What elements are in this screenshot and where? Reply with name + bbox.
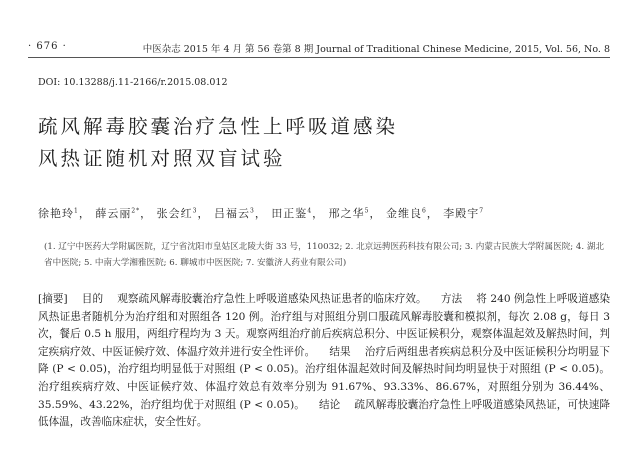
abstract [38,291,610,432]
title-line-1: 疏风解毒胶囊治疗急性上呼吸道感染 [38,115,399,138]
author: 张会红$^3$ [156,207,198,220]
journal-running-header: 中医杂志 2015 年 4 月 第 56 卷第 8 期 Journal of Traditional Chinese Medicine, 2015, Vol. 56, No. 8 [142,44,610,55]
header-rule [28,57,610,58]
author-list: 徐艳玲$^1$， 薛云丽$^{2*}$， 张会红$^3$， 吕福云$^3$， 田正鉴$^4$， 邢之华$^5$， 金维良$^6$， 李殿宇$^7$ [38,207,485,220]
objective-text: 观察疏风解毒胶囊治疗急性上呼吸道感染风热证患者的临床疗效。 [117,293,427,305]
results-heading: 结果 [329,345,351,358]
methods-text: 将 240 例急性上呼吸道感染风热证患者随机分为治疗组和对照组各 120 例。治疗组与对照组分别口服疏风解毒胶囊和模拟剂，每次 2.08 g，每日 3 次，餐后 0.5 h 服用，两组疗程均为 3 天。观察两组治疗前后疾病总积分、中医证候积分，观察体温起效及解热时间，判定疾病疗效、中医证候疗效、体温疗效并进行安全性评价。 [38,293,611,358]
author: 徐艳玲$^1$ [38,207,79,220]
author: 薛云丽$^{2*}$ [95,207,141,220]
doi: DOI: 10.13288/j.11-2166/r.2015.08.012 [38,77,228,88]
author: 李殿宇$^7$ [443,207,485,220]
author: 邢之华$^5$ [328,207,370,220]
conclusion-text: 疏风解毒胶囊治疗急性上呼吸道感染风热证，可快速降低体温，改善临床症状，安全性好。 [38,398,611,429]
objective-heading: 目的 [81,293,104,305]
methods-heading: 方法 [440,293,463,305]
author: 金维良$^6$ [385,207,427,220]
results-text: 治疗后两组患者疾病总积分及中医证候积分均明显下降 (P < 0.05)，治疗组均明显低于对照组 (P < 0.05)。治疗组体温起效时间及解热时间均明显快于对照组 (P < 0.05)。治疗组疾病疗效、中医证候疗效、体温疗效总有效率分别为 91.67%、93.33%、86.67%，对照组分别为 36.44%、35.59%、43.22%，治疗组均优于对照组 (P < 0.05)。 [38,345,611,411]
affiliations: (1. 辽宁中医药大学附属医院，辽宁省沈阳市皇姑区北陵大街 33 号，110032; 2. 北京远骋医药科技有限公司; 3. 内蒙古民族大学附属医院; 4. 湖北省中医院; 5. 中南大学湘雅医院; 6. 聊城市中医医院; 7. 安徽济人药业有限公司) [44,242,605,268]
page-number: · 676 · [28,41,67,52]
author: 田正鉴$^4$ [271,207,313,220]
abstract-label: [摘要] [38,293,68,305]
title-line-2: 风热证随机对照双盲试验 [38,147,286,170]
conclusion-heading: 结论 [318,398,341,411]
author: 吕福云$^3$ [213,207,255,220]
